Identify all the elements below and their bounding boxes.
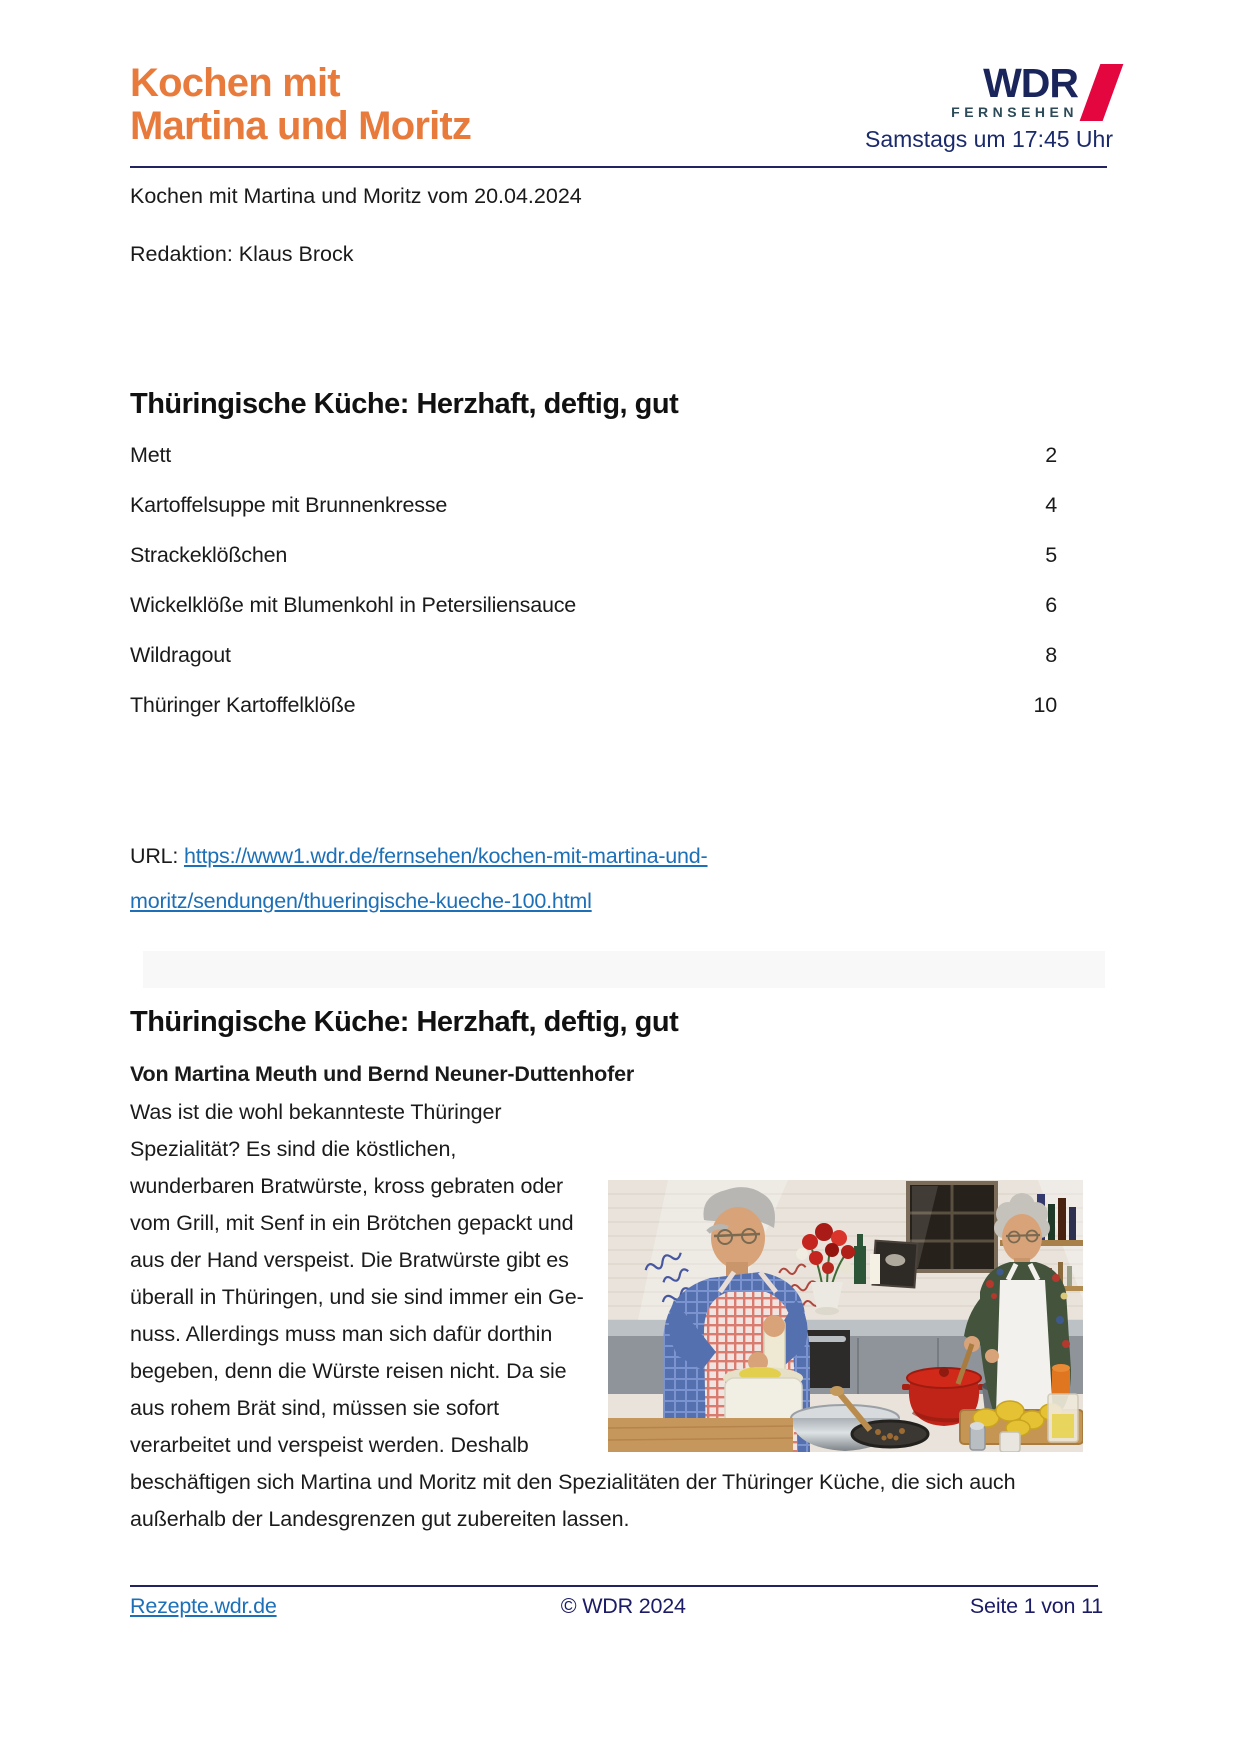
toc-item-label: Wickelklöße mit Blumenkohl in Petersiliensauce bbox=[130, 593, 577, 617]
wdr-logo-block bbox=[864, 60, 1113, 153]
broadcast-schedule: Samstags um 17:45 Uhr bbox=[864, 126, 1113, 152]
toc-item-label: Wildragout bbox=[130, 643, 231, 667]
footer-site-link[interactable]: Rezepte.wdr.de bbox=[130, 1594, 277, 1618]
toc-item-page: 5 bbox=[1045, 543, 1057, 567]
toc-item-wildragout[interactable] bbox=[130, 641, 1057, 669]
kitchen-scene-illustration bbox=[608, 1180, 1083, 1452]
editor-line: Redaktion: Klaus Brock bbox=[130, 242, 354, 266]
footer-copyright: © WDR 2024 bbox=[560, 1594, 686, 1618]
show-logo-line2: Martina und Moritz bbox=[130, 104, 472, 149]
footer bbox=[130, 1594, 1103, 1619]
toc-item-label: Kartoffelsuppe mit Brunnenkresse bbox=[130, 493, 448, 517]
wdr-wordmark: WDR bbox=[983, 60, 1078, 106]
show-logo bbox=[130, 62, 471, 148]
episode-url-link[interactable] bbox=[130, 844, 708, 924]
url-block bbox=[130, 834, 708, 924]
episode-url-line1: https://www1.wdr.de/fernsehen/kochen-mit-martina-und- bbox=[183, 844, 708, 868]
show-logo-line1: Kochen mit bbox=[130, 61, 340, 105]
toc-item-page: 8 bbox=[1045, 643, 1057, 667]
episode-url-line2: moritz/sendungen/thueringische-kueche-100.html bbox=[130, 889, 592, 913]
section-divider-bar bbox=[143, 951, 1105, 988]
toc-item-page: 4 bbox=[1045, 493, 1057, 517]
toc-item-wickelkloesse[interactable] bbox=[130, 591, 1057, 619]
toc-item-label: Thüringer Kartoffelklöße bbox=[130, 693, 356, 717]
toc-item-mett[interactable] bbox=[130, 441, 1057, 469]
toc-item-page: 6 bbox=[1045, 593, 1057, 617]
article-body-text: Was ist die wohl bekannteste Thüringer Spezialität? Es sind die köstlichen, wunderbaren Bratwürste, kross gebraten oder vom Grill, mit Senf in ein Brötchen gepackt und aus der Hand verspeist. Die Bratwürste gibt es überall in Thüringen, und sie sind immer ein Genuss. Allerdings muss man sich dafür dorthin begeben, denn die Würste reisen nicht. Da sie aus rohem Brät sind, müssen sie sofort verarbeitet und verspeist werden. Deshalb beschäftigen sich Martina und Moritz mit den Spezialitäten der Thüringer Küche, die sich auch außerhalb der Landesgrenzen gut zubereiten lassen. bbox=[130, 1100, 1016, 1531]
episode-line: Kochen mit Martina und Moritz vom 20.04.2024 bbox=[130, 184, 582, 208]
header-rule bbox=[130, 166, 1107, 168]
url-label: URL: bbox=[130, 844, 179, 868]
toc-item-page: 2 bbox=[1045, 443, 1057, 467]
footer-rule bbox=[130, 1585, 1098, 1587]
wdr-fernsehen-label: FERNSEHEN bbox=[951, 103, 1078, 120]
footer-page-info: Seite 1 von 11 bbox=[969, 1594, 1103, 1618]
article-photo bbox=[608, 1180, 1083, 1452]
toc-list bbox=[130, 441, 1057, 741]
article-byline: Von Martina Meuth und Bernd Neuner-Duttenhofer bbox=[130, 1062, 634, 1086]
article-body bbox=[130, 1094, 1083, 1538]
toc-item-kartoffelkloesse[interactable] bbox=[130, 691, 1057, 719]
toc-title: Thüringische Küche: Herzhaft, deftig, gut bbox=[130, 388, 679, 420]
toc-item-strackekloesschen[interactable] bbox=[130, 541, 1057, 569]
toc-item-label: Strackeklößchen bbox=[130, 543, 288, 567]
article-title: Thüringische Küche: Herzhaft, deftig, gut bbox=[130, 1006, 679, 1038]
toc-item-page: 10 bbox=[1033, 693, 1057, 717]
toc-item-kartoffelsuppe[interactable] bbox=[130, 491, 1057, 519]
toc-item-label: Mett bbox=[130, 443, 172, 467]
wdr-red-slash-icon bbox=[1080, 64, 1124, 121]
